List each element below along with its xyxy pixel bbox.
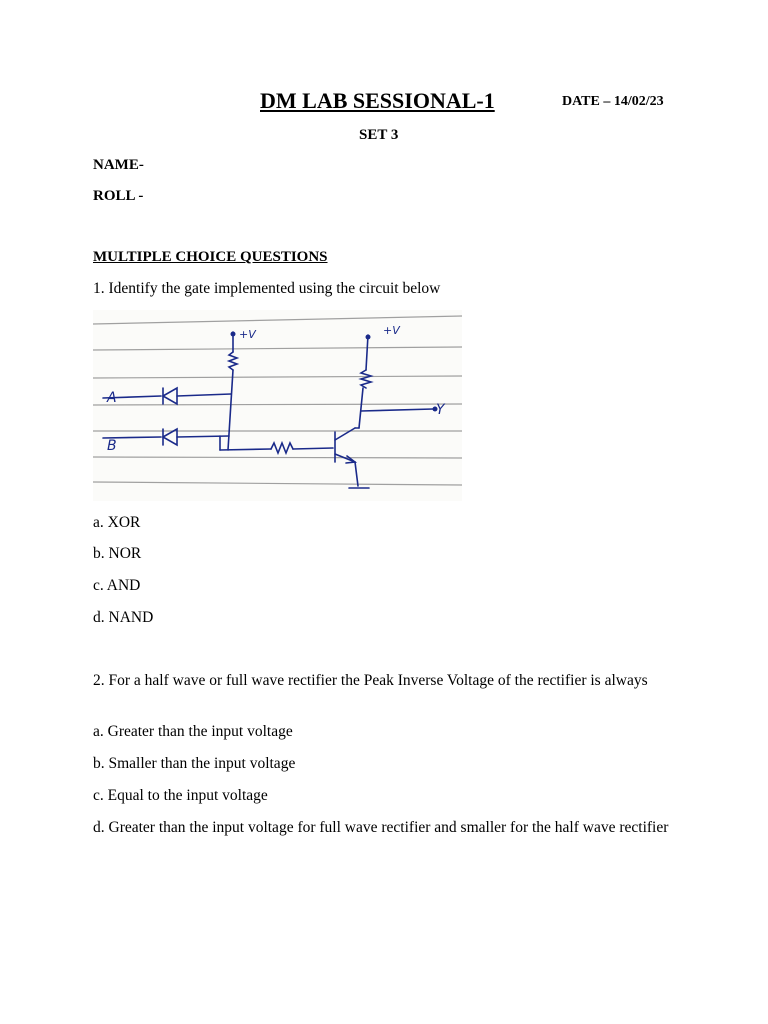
input-a-label: A [107,390,117,406]
output-y-label: Y [436,402,445,418]
q1-option-a[interactable]: a. XOR [93,514,141,531]
question-1-text: 1. Identify the gate implemented using the circuit below [93,280,441,297]
page-title: DM LAB SESSIONAL-1 [260,88,495,113]
base-wire [220,449,271,450]
set-number: SET 3 [359,127,399,143]
base-wire-2 [293,448,333,449]
q2-option-d[interactable]: d. Greater than the input voltage for full wave rectifier and smaller for the half wave rectifier [93,819,669,836]
paper-background [93,310,462,501]
q2-option-b[interactable]: b. Smaller than the input voltage [93,755,296,772]
circuit-diagram [93,310,462,501]
q2-option-a[interactable]: a. Greater than the input voltage [93,723,293,740]
exam-date: DATE – 14/02/23 [562,94,664,109]
name-label: NAME- [93,157,144,173]
q1-option-d[interactable]: d. NAND [93,609,154,626]
diode-b-wire [177,436,229,437]
q2-option-c[interactable]: c. Equal to the input voltage [93,787,268,804]
input-b-label: B [107,438,117,454]
vplus-label-1: +V [239,328,256,341]
vplus-label-2: +V [383,324,400,337]
roll-label: ROLL - [93,188,144,204]
q1-option-c[interactable]: c. AND [93,577,141,594]
question-2-text: 2. For a half wave or full wave rectifier the Peak Inverse Voltage of the rectifier is always [93,672,648,689]
section-title: MULTIPLE CHOICE QUESTIONS [93,249,328,265]
q1-option-b[interactable]: b. NOR [93,545,142,562]
